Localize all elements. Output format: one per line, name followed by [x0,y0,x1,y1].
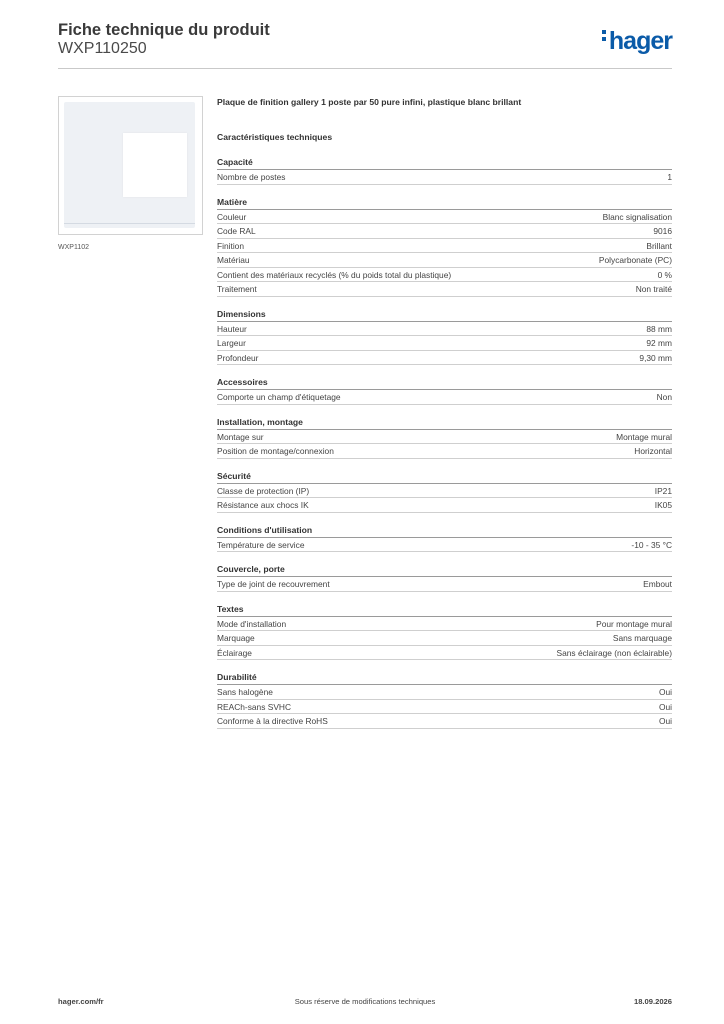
spec-row [217,170,672,185]
spec-label: Nombre de postes [217,172,286,182]
plate-edge-line [64,223,195,224]
spec-label: Hauteur [217,323,247,334]
spec-row [217,351,672,366]
footer-date: 18.09.2026 [633,997,672,1006]
page-header [58,20,672,68]
spec-label: Largeur [217,338,246,348]
image-caption: WXP1102 [58,244,89,251]
hager-logo [602,27,672,56]
spec-row [217,336,672,351]
spec-label: Montage sur [217,431,264,442]
spec-row [217,444,672,459]
spec-row [217,685,672,700]
section-title: Dimensions [217,307,672,322]
product-reference: WXP110250 [58,40,147,57]
spec-section [217,523,672,553]
spec-row [217,714,672,729]
spec-value: 9016 [653,226,672,236]
spec-label: Comporte un champ d'étiquetage [217,392,341,402]
section-title: Textes [217,602,672,617]
section-title: Conditions d'utilisation [217,523,672,538]
spec-value: Oui [658,716,672,726]
spec-value: 0 % [657,269,672,280]
tech-characteristics-heading: Caractéristiques techniques [217,132,333,142]
spec-row [217,430,672,445]
spec-row [217,498,672,513]
header-divider [58,68,672,69]
spec-section [217,307,672,366]
spec-value: Horizontal [634,446,672,456]
spec-label: Finition [217,240,244,251]
spec-label: Couleur [217,211,247,222]
section-title: Accessoires [217,375,672,390]
document-title: Fiche technique du produit [58,21,270,39]
product-image [58,96,203,235]
spec-label: Traitement [217,284,257,294]
spec-value: IK05 [654,500,672,510]
spec-sections [217,155,672,729]
spec-section [217,375,672,405]
logo-text: hager [608,27,672,55]
section-title: Installation, montage [217,415,672,430]
section-title: Durabilité [217,670,672,685]
spec-label: Marquage [217,633,255,643]
spec-section [217,670,672,729]
spec-label: Profondeur [217,352,259,363]
spec-label: Résistance aux chocs IK [217,500,309,510]
spec-section [217,415,672,459]
spec-row [217,700,672,715]
spec-value: Brillant [646,240,672,251]
spec-value: 9,30 mm [639,352,672,363]
cover-plate-illustration [64,102,195,228]
footer-website: hager.com/fr [58,997,104,1006]
spec-label: Mode d'installation [217,618,287,629]
spec-label: Température de service [217,539,305,550]
spec-section [217,195,672,297]
spec-label: Éclairage [217,647,252,658]
spec-value: Sans éclairage (non éclairable) [556,647,672,658]
spec-value: Blanc signalisation [602,211,672,222]
spec-label: Classe de protection (IP) [217,485,310,496]
section-title: Sécurité [217,469,672,484]
spec-value: Oui [658,701,672,712]
spec-label: Conforme à la directive RoHS [217,716,328,726]
spec-row [217,224,672,239]
spec-row [217,253,672,268]
logo-dots-icon [602,30,607,44]
spec-row [217,239,672,254]
spec-value: Non [656,392,672,402]
spec-row [217,538,672,553]
product-description: Plaque de finition gallery 1 poste par 50 pure infini, plastique blanc brillant [217,97,522,107]
spec-value: 88 mm [646,323,672,334]
spec-value: IP21 [654,485,672,496]
spec-row [217,210,672,225]
spec-row [217,322,672,337]
spec-value: Non traité [635,284,672,294]
spec-section [217,562,672,592]
spec-value: Pour montage mural [596,618,672,629]
spec-value: Embout [643,579,672,589]
section-title: Capacité [217,155,672,170]
spec-section [217,469,672,513]
spec-value: Polycarbonate (PC) [598,255,672,265]
spec-row [217,390,672,405]
spec-row [217,577,672,592]
spec-label: REACh-sans SVHC [217,701,292,712]
spec-label: Code RAL [217,226,256,236]
spec-value: 1 [667,172,672,182]
spec-label: Type de joint de recouvrement [217,579,330,589]
spec-label: Contient des matériaux recyclés (% du poids total du plastique) [217,269,452,280]
spec-section [217,602,672,661]
spec-label: Position de montage/connexion [217,446,334,456]
spec-value: 92 mm [646,338,672,348]
spec-row [217,646,672,661]
spec-content [217,95,672,739]
spec-value: -10 - 35 °C [631,539,672,550]
spec-label: Sans halogène [217,687,273,697]
spec-row [217,268,672,283]
spec-value: Oui [658,687,672,697]
section-title: Matière [217,195,672,210]
spec-value: Sans marquage [612,633,672,643]
spec-label: Matériau [217,255,250,265]
spec-section [217,155,672,185]
spec-row [217,484,672,499]
spec-row [217,617,672,632]
plate-opening [123,133,187,197]
footer-notice: Sous réserve de modifications techniques [294,997,436,1006]
section-title: Couvercle, porte [217,562,672,577]
spec-row [217,631,672,646]
spec-row [217,282,672,297]
spec-value: Montage mural [616,431,672,442]
